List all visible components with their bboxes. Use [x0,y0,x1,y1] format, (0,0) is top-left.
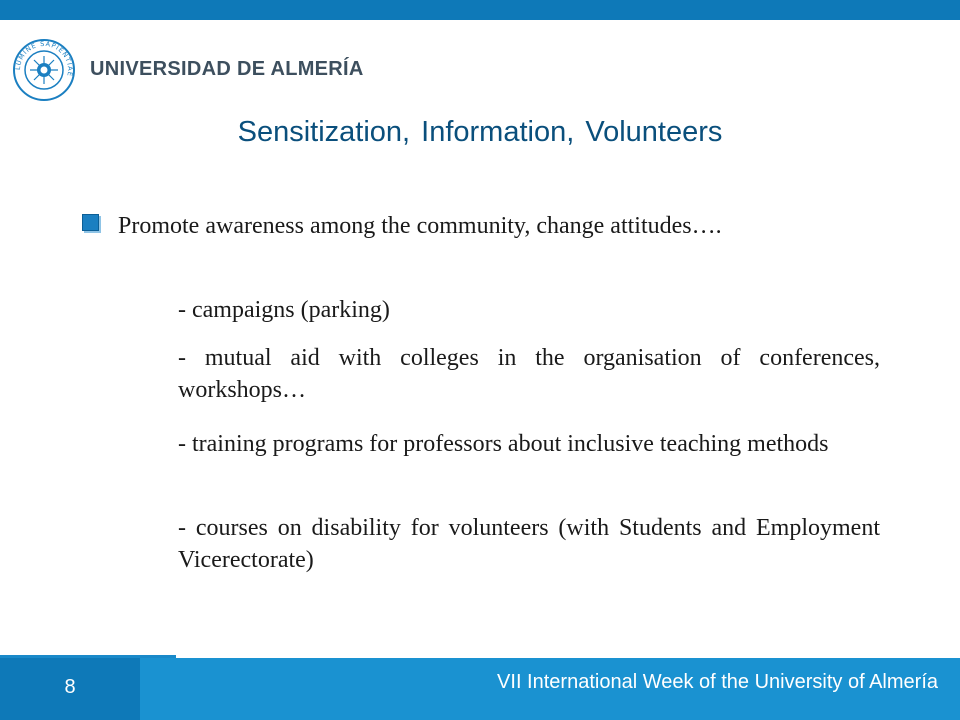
page-number: 8 [64,676,76,698]
top-accent-bar [0,0,960,20]
sub-item-mutual-aid: - mutual aid with colleges in the organisation of conferences, workshops… [178,345,880,403]
university-name: UNIVERSIDAD DE ALMERÍA [90,58,364,80]
sub-item-courses: - courses on disability for volunteers (with Students and Employment Vicerectorate) [178,515,880,573]
slide-title: Sensitization, Information, Volunteers [237,116,723,148]
square-bullet-icon [82,214,99,231]
footer-event-title: VII International Week of the University of Almería [497,671,938,693]
sub-item-training: - training programs for professors about inclusive teaching methods [178,431,829,457]
university-seal-logo [12,38,76,102]
svg-text:LUMINE SAPIENTIAE: LUMINE SAPIENTIAE [13,39,75,78]
main-bullet-text: Promote awareness among the community, change attitudes…. [118,213,722,239]
sub-item-campaigns: - campaigns (parking) [178,297,390,323]
